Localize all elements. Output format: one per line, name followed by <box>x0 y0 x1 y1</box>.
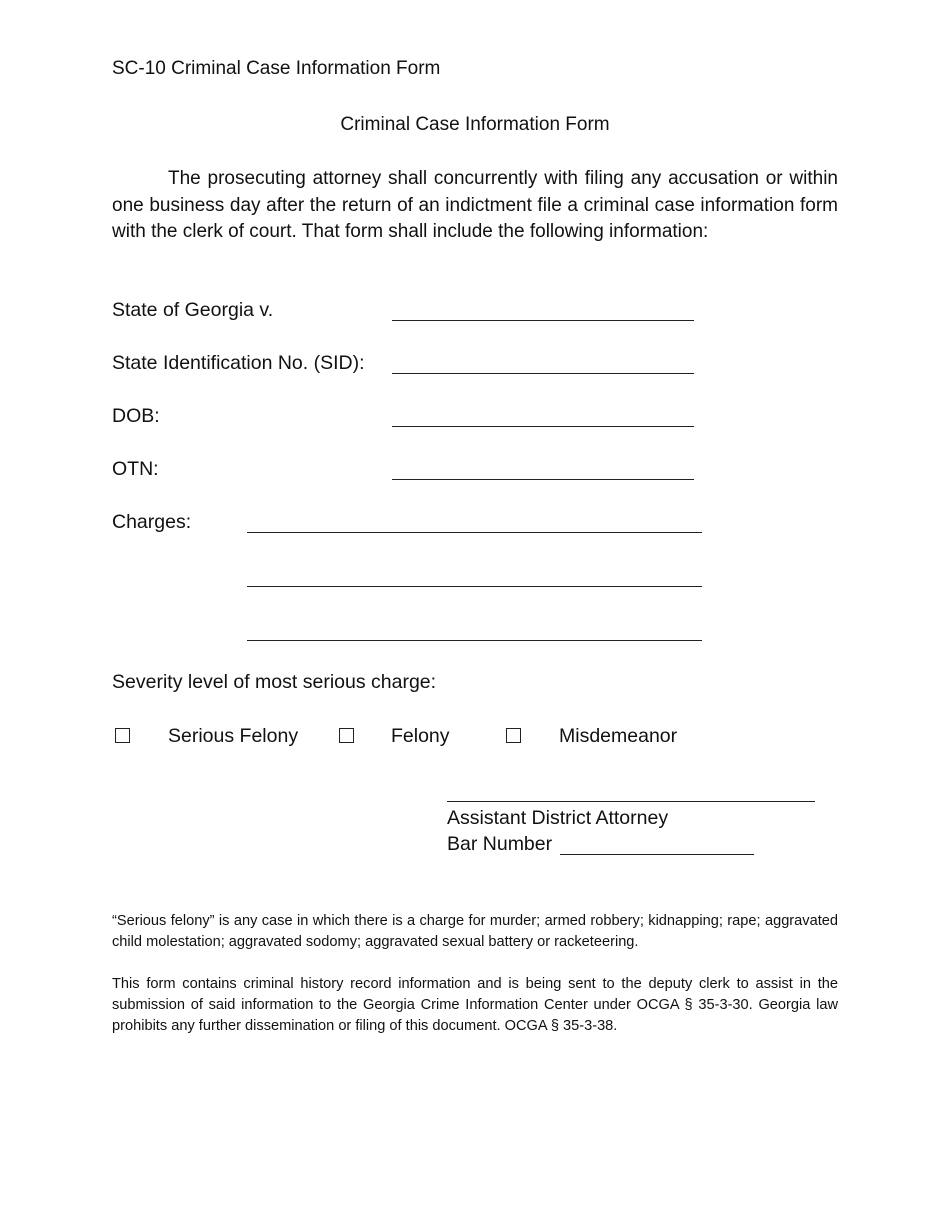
charges-field-2[interactable] <box>247 586 702 587</box>
intro-paragraph: The prosecuting attorney shall concurrently with filing any accusation or within one business day after the return of an indictment file a criminal case information form with the clerk of court. That form shall include the following information: <box>112 168 838 242</box>
signature-line[interactable] <box>447 801 815 802</box>
bar-number-label: Bar Number <box>447 833 553 855</box>
serious-felony-checkbox[interactable] <box>115 728 130 743</box>
otn-label: OTN: <box>112 458 159 480</box>
dob-label: DOB: <box>112 405 160 427</box>
charges-field-3[interactable] <box>247 640 702 641</box>
sid-field[interactable] <box>392 373 694 374</box>
serious-felony-label: Serious Felony <box>168 725 299 747</box>
felony-label: Felony <box>391 725 450 747</box>
sid-label: State Identification No. (SID): <box>112 352 365 374</box>
charges-field-1[interactable] <box>247 532 702 533</box>
state-v-field[interactable] <box>392 320 694 321</box>
signer-title: Assistant District Attorney <box>447 807 669 829</box>
disclaimer-note: This form contains criminal history record information and is being sent to the deputy clerk to assist in the submission of said information to the Georgia Crime Information Center under OCGA § 35-3-30. Georgia law prohibits any further dissemination or filing of this document. OCGA § 35-3-38. <box>112 976 838 1034</box>
misdemeanor-label: Misdemeanor <box>559 725 678 747</box>
state-v-label: State of Georgia v. <box>112 299 274 321</box>
otn-field[interactable] <box>392 479 694 480</box>
severity-label: Severity level of most serious charge: <box>112 671 437 693</box>
dob-field[interactable] <box>392 426 694 427</box>
bar-number-field[interactable] <box>560 854 754 855</box>
felony-checkbox[interactable] <box>339 728 354 743</box>
page-title: Criminal Case Information Form <box>340 114 610 135</box>
misdemeanor-checkbox[interactable] <box>506 728 521 743</box>
charges-label: Charges: <box>112 511 192 533</box>
form-code-title: SC-10 Criminal Case Information Form <box>112 58 441 79</box>
serious-felony-note: “Serious felony” is any case in which there is a charge for murder; armed robbery; kidnapping; rape; aggravated child molestation; aggravated sodomy; aggravated sexual battery or racketeering. <box>112 913 838 950</box>
